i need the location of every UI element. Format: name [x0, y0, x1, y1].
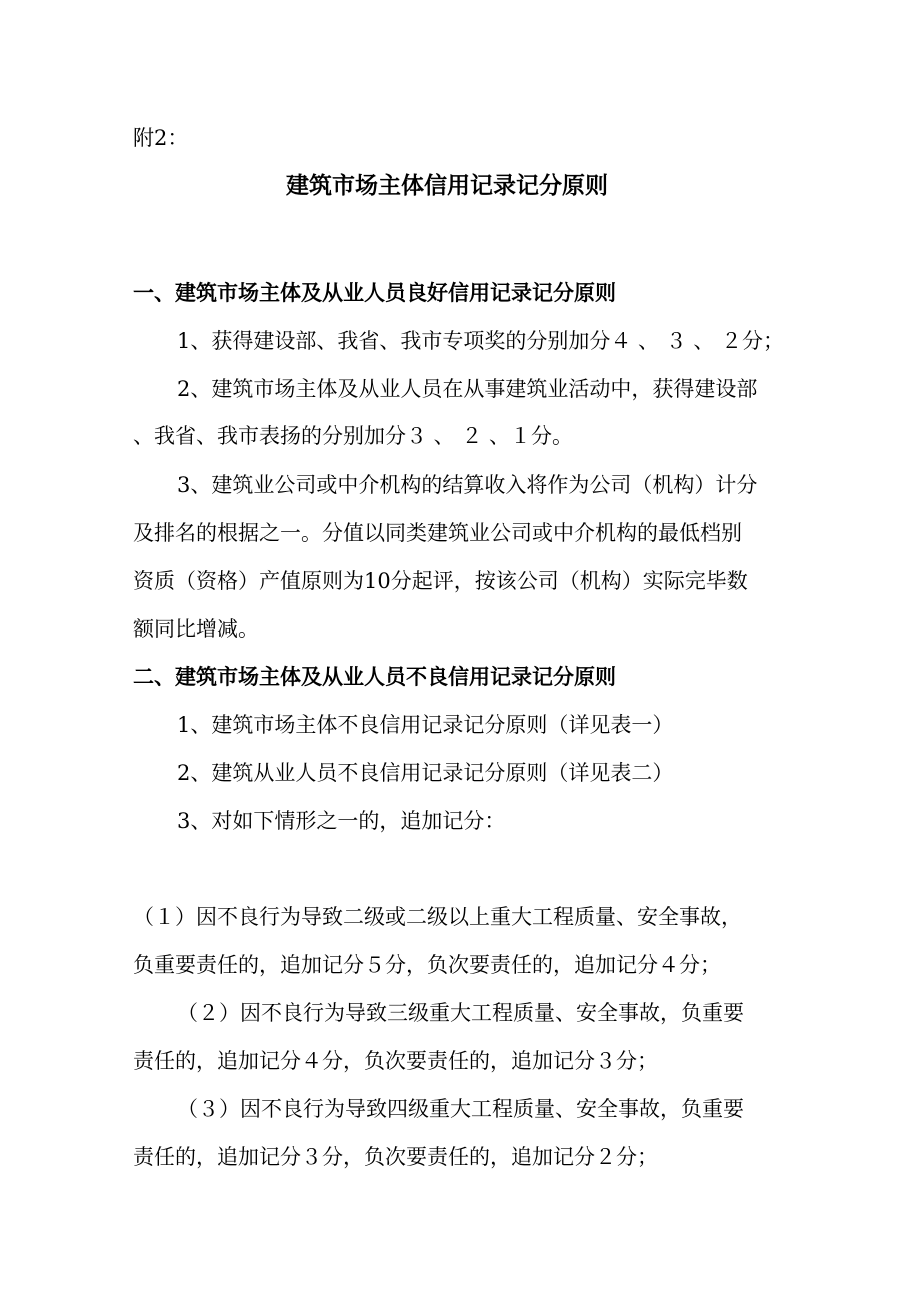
section1-item2-line2: 、我省、我市表扬的分别加分３ 、 ２ 、１分。	[133, 424, 574, 448]
section2-sub1-line2: 负重要责任的，追加记分５分，负次要责任的，追加记分４分；	[133, 953, 721, 977]
section2-sub3-line2: 责任的，追加记分３分，负次要责任的，追加记分２分；	[133, 1145, 658, 1169]
section1-item3-line4: 额同比增减。	[133, 617, 259, 641]
section2-sub2-line2: 责任的，追加记分４分，负次要责任的，追加记分３分；	[133, 1049, 658, 1073]
section1-item3-line2: 及排名的根据之一。分值以同类建筑业公司或中介机构的最低档别	[133, 521, 742, 545]
section1-heading: 一、建筑市场主体及从业人员良好信用记录记分原则	[133, 280, 616, 305]
attachment-label: 附2：	[133, 126, 189, 150]
section1-item3-line1: 3、建筑业公司或中介机构的结算收入将作为公司（机构）计分	[177, 473, 758, 497]
section2-item3: 3、对如下情形之一的，追加记分：	[177, 809, 506, 833]
section2-item2: 2、建筑从业人员不良信用记录记分原则（详见表二）	[177, 761, 674, 785]
section1-item3-line3: 资质（资格）产值原则为10分起评，按该公司（机构）实际完毕数	[133, 569, 748, 593]
section2-sub1-line1: （１）因不良行为导致二级或二级以上重大工程质量、安全事故，	[133, 905, 742, 929]
section2-item1: 1、建筑市场主体不良信用记录记分原则（详见表一）	[177, 713, 674, 737]
section1-item1: 1、获得建设部、我省、我市专项奖的分别加分４ 、 ３ 、 ２分；	[177, 329, 785, 353]
section2-heading: 二、建筑市场主体及从业人员不良信用记录记分原则	[133, 664, 616, 689]
document-title: 建筑市场主体信用记录记分原则	[286, 172, 608, 199]
section1-item2-line1: 2、建筑市场主体及从业人员在从事建筑业活动中，获得建设部	[177, 377, 758, 401]
section2-sub2-line1: （２）因不良行为导致三级重大工程质量、安全事故，负重要	[177, 1001, 744, 1025]
section2-sub3-line1: （３）因不良行为导致四级重大工程质量、安全事故，负重要	[177, 1097, 744, 1121]
